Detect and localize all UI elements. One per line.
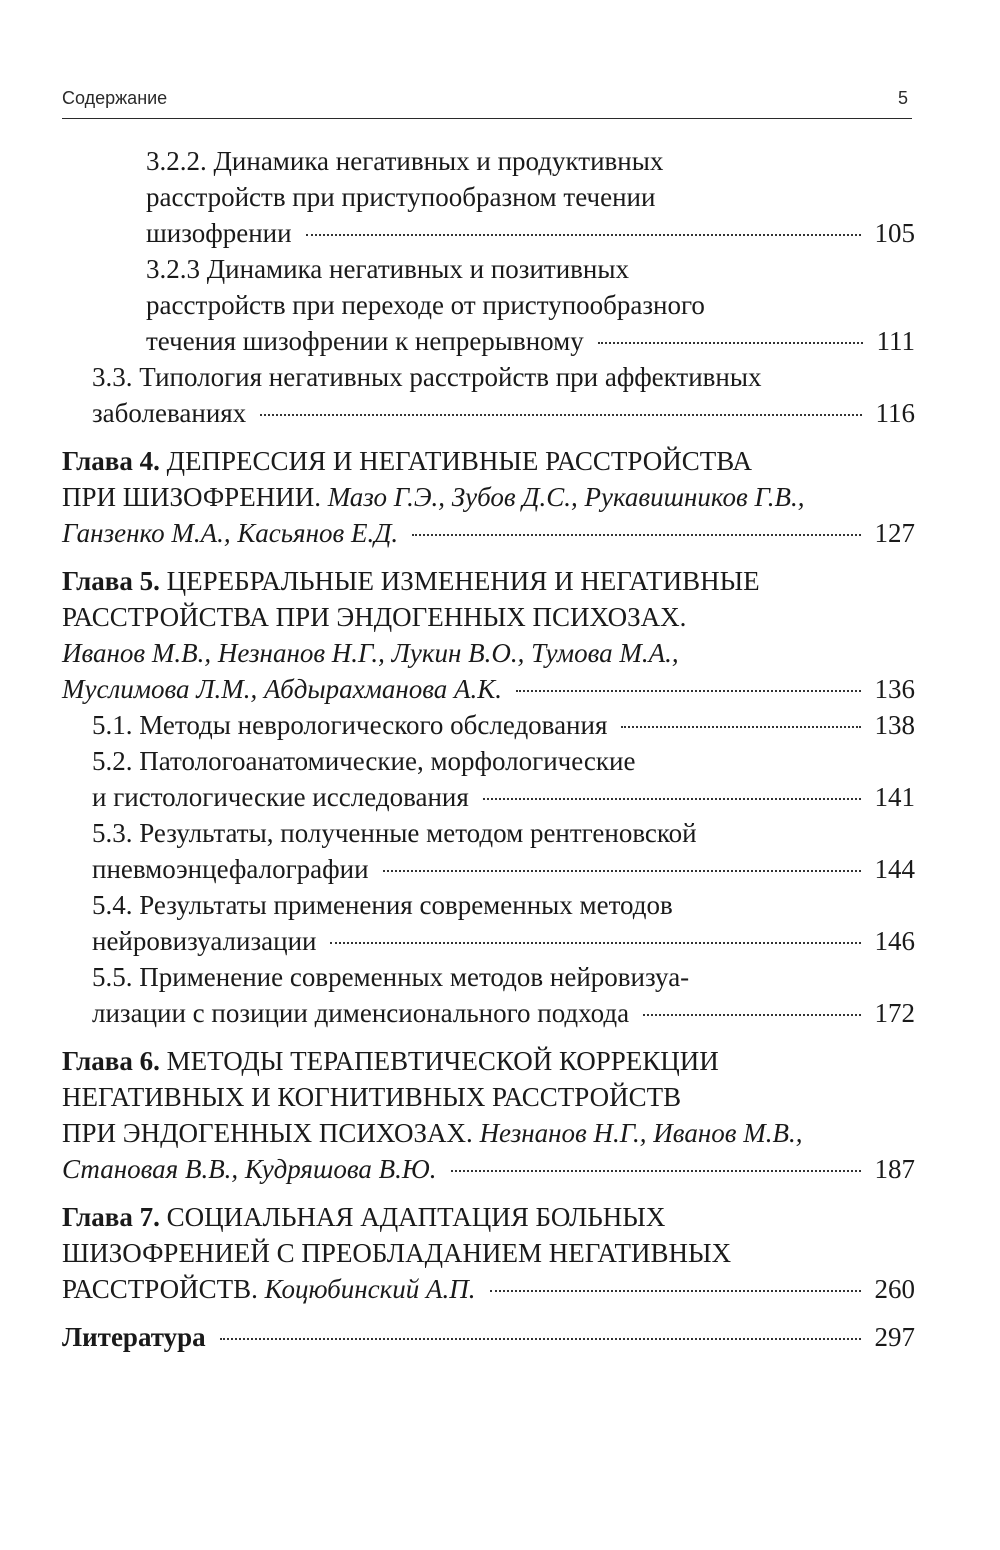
chapter-authors: Незнанов Н.Г., Иванов М.В., [479,1118,803,1148]
toc-entry-5-5[interactable] [62,959,915,1031]
chapter-title: РАССТРОЙСТВА ПРИ ЭНДОГЕННЫХ ПСИХОЗАХ. [62,602,687,632]
toc-entry-5-3[interactable] [62,815,915,887]
toc-entry-5-2[interactable] [62,743,915,815]
chapter-label: Глава 6. [62,1046,160,1076]
dot-leader [306,234,861,236]
toc-line: 5.3. Результаты, полученные методом рентгеновской [92,818,697,848]
toc-line: и гистологические исследования [92,782,469,812]
chapter-title: МЕТОДЫ ТЕРАПЕВТИЧЕСКОЙ КОРРЕКЦИИ [166,1046,719,1076]
chapter-label: Глава 5. [62,566,160,596]
toc-page-number: 136 [874,674,915,704]
toc-line: 3.2.2. Динамика негативных и продуктивных [146,146,664,176]
toc-line: нейровизуализации [92,926,317,956]
chapter-title: ПРИ ЭНДОГЕННЫХ ПСИХОЗАХ. [62,1118,473,1148]
table-of-contents [62,143,915,1355]
dot-leader [330,942,860,944]
toc-page-number: 144 [874,854,915,884]
toc-page-number: 187 [874,1154,915,1184]
toc-line: заболеваниях [92,398,247,428]
page-number: 5 [897,88,908,108]
toc-chapter-5[interactable] [62,563,915,707]
dot-leader [621,726,860,728]
dot-leader [220,1338,861,1340]
toc-line: расстройств при приступообразном течении [146,182,656,212]
toc-entry-5-4[interactable] [62,887,915,959]
toc-page-number: 127 [874,518,915,548]
dot-leader [451,1170,861,1172]
dot-leader [483,798,861,800]
chapter-authors: Иванов М.В., Незнанов Н.Г., Лукин В.О., Тумова М.А., [62,638,679,668]
toc-page-number: 260 [874,1274,915,1304]
toc-line: 3.2.3 Динамика негативных и позитивных [146,254,630,284]
chapter-authors: Ганзенко М.А., Касьянов Е.Д. [62,518,399,548]
toc-line: 5.1. Методы неврологического обследования [92,710,608,740]
toc-chapter-6[interactable] [62,1043,915,1187]
toc-line: 5.4. Результаты применения современных методов [92,890,673,920]
toc-line: 5.2. Патологоанатомические, морфологические [92,746,636,776]
dot-leader [490,1290,861,1292]
chapter-title: НЕГАТИВНЫХ И КОГНИТИВНЫХ РАССТРОЙСТВ [62,1082,682,1112]
toc-entry-3-2-3[interactable] [62,251,915,359]
toc-page-number: 111 [876,326,915,356]
toc-line: шизофрении [146,218,292,248]
toc-page-number: 116 [875,398,915,428]
toc-line: течения шизофрении к непрерывному [146,326,584,356]
toc-page-number: 141 [874,782,915,812]
chapter-title: РАССТРОЙСТВ. [62,1274,258,1304]
chapter-authors: Коцюбинский А.П. [264,1274,476,1304]
toc-line: расстройств при переходе от приступообразного [146,290,705,320]
toc-line: 3.3. Типология негативных расстройств при аффективных [92,362,762,392]
section-title: Содержание [62,88,168,108]
toc-literature[interactable] [62,1319,915,1355]
toc-chapter-4[interactable] [62,443,915,551]
chapter-label: Литература [62,1322,206,1352]
chapter-title: ПРИ ШИЗОФРЕНИИ. [62,482,321,512]
toc-chapter-7[interactable] [62,1199,915,1307]
chapter-label: Глава 4. [62,446,160,476]
toc-line: пневмоэнцефалографии [92,854,369,884]
running-head [62,86,912,119]
chapter-authors: Становая В.В., Кудряшова В.Ю. [62,1154,437,1184]
toc-page-number: 172 [874,998,915,1028]
dot-leader [260,414,861,416]
toc-line: лизации с позиции дименсионального подхода [92,998,630,1028]
chapter-authors: Мазо Г.Э., Зубов Д.С., Рукавишников Г.В., [327,482,805,512]
toc-page-number: 297 [874,1322,915,1352]
toc-page-number: 105 [874,218,915,248]
toc-page-number: 138 [874,710,915,740]
chapter-authors: Муслимова Л.М., Абдырахманова А.К. [62,674,502,704]
chapter-title: ШИЗОФРЕНИЕЙ С ПРЕОБЛАДАНИЕМ НЕГАТИВНЫХ [62,1238,732,1268]
toc-entry-3-3[interactable] [62,359,915,431]
toc-entry-5-1[interactable] [62,707,915,743]
chapter-title: ЦЕРЕБРАЛЬНЫЕ ИЗМЕНЕНИЯ И НЕГАТИВНЫЕ [166,566,760,596]
toc-page-number: 146 [874,926,915,956]
toc-entry-3-2-2[interactable] [62,143,915,251]
dot-leader [516,690,861,692]
toc-line: 5.5. Применение современных методов нейровизуа- [92,962,690,992]
dot-leader [383,870,861,872]
chapter-label: Глава 7. [62,1202,160,1232]
chapter-title: СОЦИАЛЬНАЯ АДАПТАЦИЯ БОЛЬНЫХ [166,1202,666,1232]
dot-leader [412,534,860,536]
chapter-title: ДЕПРЕССИЯ И НЕГАТИВНЫЕ РАССТРОЙСТВА [166,446,753,476]
dot-leader [598,342,863,344]
dot-leader [643,1014,860,1016]
